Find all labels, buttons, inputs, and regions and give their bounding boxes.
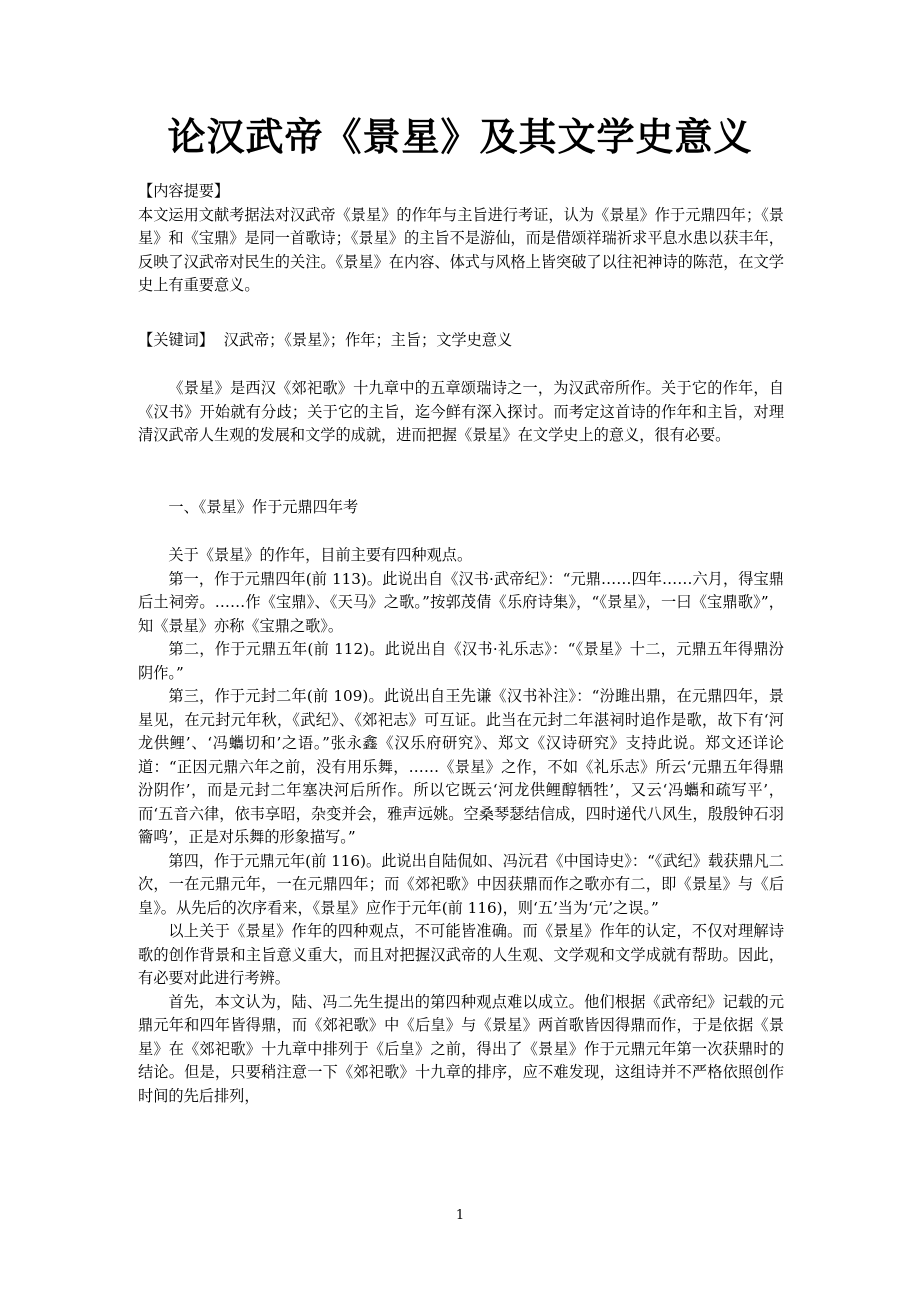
section-heading: 一、《景星》作于元鼎四年考 <box>168 498 359 516</box>
body-paragraph: 第四，作于元鼎元年(前 116)。此说出自陆侃如、冯沅君《中国诗史》：“《武纪》载获鼎凡二次，一在元鼎元年，一在元鼎四年；而《郊祀歌》中因获鼎而作之歌亦有二，即《景星》与《后皇》。从先后的次序看来，《景星》应作于元年(前 116)，则‘五’当为‘元’之误。” <box>138 851 784 917</box>
body-paragraph: 第三，作于元封二年(前 109)。此说出自王先谦《汉书补注》：“汾雎出鼎，在元鼎四年，景星见，在元封元年秋，《武纪》、《郊祀志》可互证。此当在元封二年湛祠时追作是歌，故下有‘河龙供鲤’、‘冯蠵切和’之语。”张永鑫《汉乐府研究》、郑文《汉诗研究》支持此说。郑文还详论道：“正因元鼎六年之前，没有用乐舞，……《景星》之作，不如《礼乐志》所云‘元鼎五年得鼎汾阴作’，而是元封二年塞决河后所作。所以它既云‘河龙供鲤醇牺牲’，又云‘冯蠵和疏写平’，而‘五音六律，依韦享昭，杂变并会，雅声远姚。空桑琴瑟结信成，四时递代八风生，殷殷钟石羽籥鸣’，正是对乐舞的形象描写。” <box>138 687 784 846</box>
abstract-block <box>138 180 784 298</box>
section-heading-block <box>138 496 784 520</box>
body-paragraph: 第一，作于元鼎四年(前 113)。此说出自《汉书·武帝纪》：“元鼎……四年……六月，得宝鼎后土祠旁。……作《宝鼎》、《天马》之歌。”按郭茂倩《乐府诗集》，“《景星》，一曰《宝鼎歌》”，知《景星》亦称《宝鼎之歌》。 <box>138 569 784 635</box>
body-paragraph: 首先，本文认为，陆、冯二先生提出的第四种观点难以成立。他们根据《武帝纪》记载的元鼎元年和四年皆得鼎，而《郊祀歌》中《后皇》与《景星》两首歌皆因得鼎而作，于是依据《景星》在《郊祀歌》十九章中排列于《后皇》之前，得出了《景星》作于元鼎元年第一次获鼎时的结论。但是，只要稍注意一下《郊祀歌》十九章的排序，应不难发现，这组诗并不严格依照创作时间的先后排列， <box>138 992 784 1105</box>
abstract-text: 本文运用文献考据法对汉武帝《景星》的作年与主旨进行考证，认为《景星》作于元鼎四年；《景星》和《宝鼎》是同一首歌诗；《景星》的主旨不是游仙，而是借颂祥瑞祈求平息水患以获丰年，反映了汉武帝对民生的关注。《景星》在内容、体式与风格上皆突破了以往祀神诗的陈范，在文学史上有重要意义。 <box>138 205 784 294</box>
keywords-text: 汉武帝；《景星》；作年；主旨；文学史意义 <box>223 331 513 349</box>
body-paragraph: 第二，作于元鼎五年(前 112)。此说出自《汉书·礼乐志》：“《景星》十二，元鼎五年得鼎汾阴作。” <box>138 640 784 682</box>
body-paragraph: 以上关于《景星》作年的四种观点，不可能皆准确。而《景星》作年的认定，不仅对理解诗歌的创作背景和主旨意义重大，而且对把握汉武帝的人生观、文学观和文学成就有帮助。因此，有必要对此进行考辨。 <box>138 922 784 987</box>
abstract-heading: 【内容提要】 <box>138 182 230 200</box>
main-body <box>138 544 784 1108</box>
keywords-label: 【关键词】 <box>138 331 214 349</box>
keywords-block <box>138 329 784 353</box>
intro-paragraph: 《景星》是西汉《郊祀歌》十九章中的五章颂瑞诗之一，为汉武帝所作。关于它的作年，自《汉书》开始就有分歧；关于它的主旨，迄今鲜有深入探讨。而考定这首诗的作年和主旨，对理清汉武帝人生观的发展和文学的成就，进而把握《景星》在文学史上的意义，很有必要。 <box>138 379 784 444</box>
intro-block <box>138 377 784 448</box>
page-title: 论汉武帝《景星》及其文学史意义 <box>167 115 753 159</box>
page-number: 1 <box>455 1208 465 1223</box>
body-paragraph: 关于《景星》的作年，目前主要有四种观点。 <box>168 546 473 564</box>
keywords-line <box>138 329 784 353</box>
